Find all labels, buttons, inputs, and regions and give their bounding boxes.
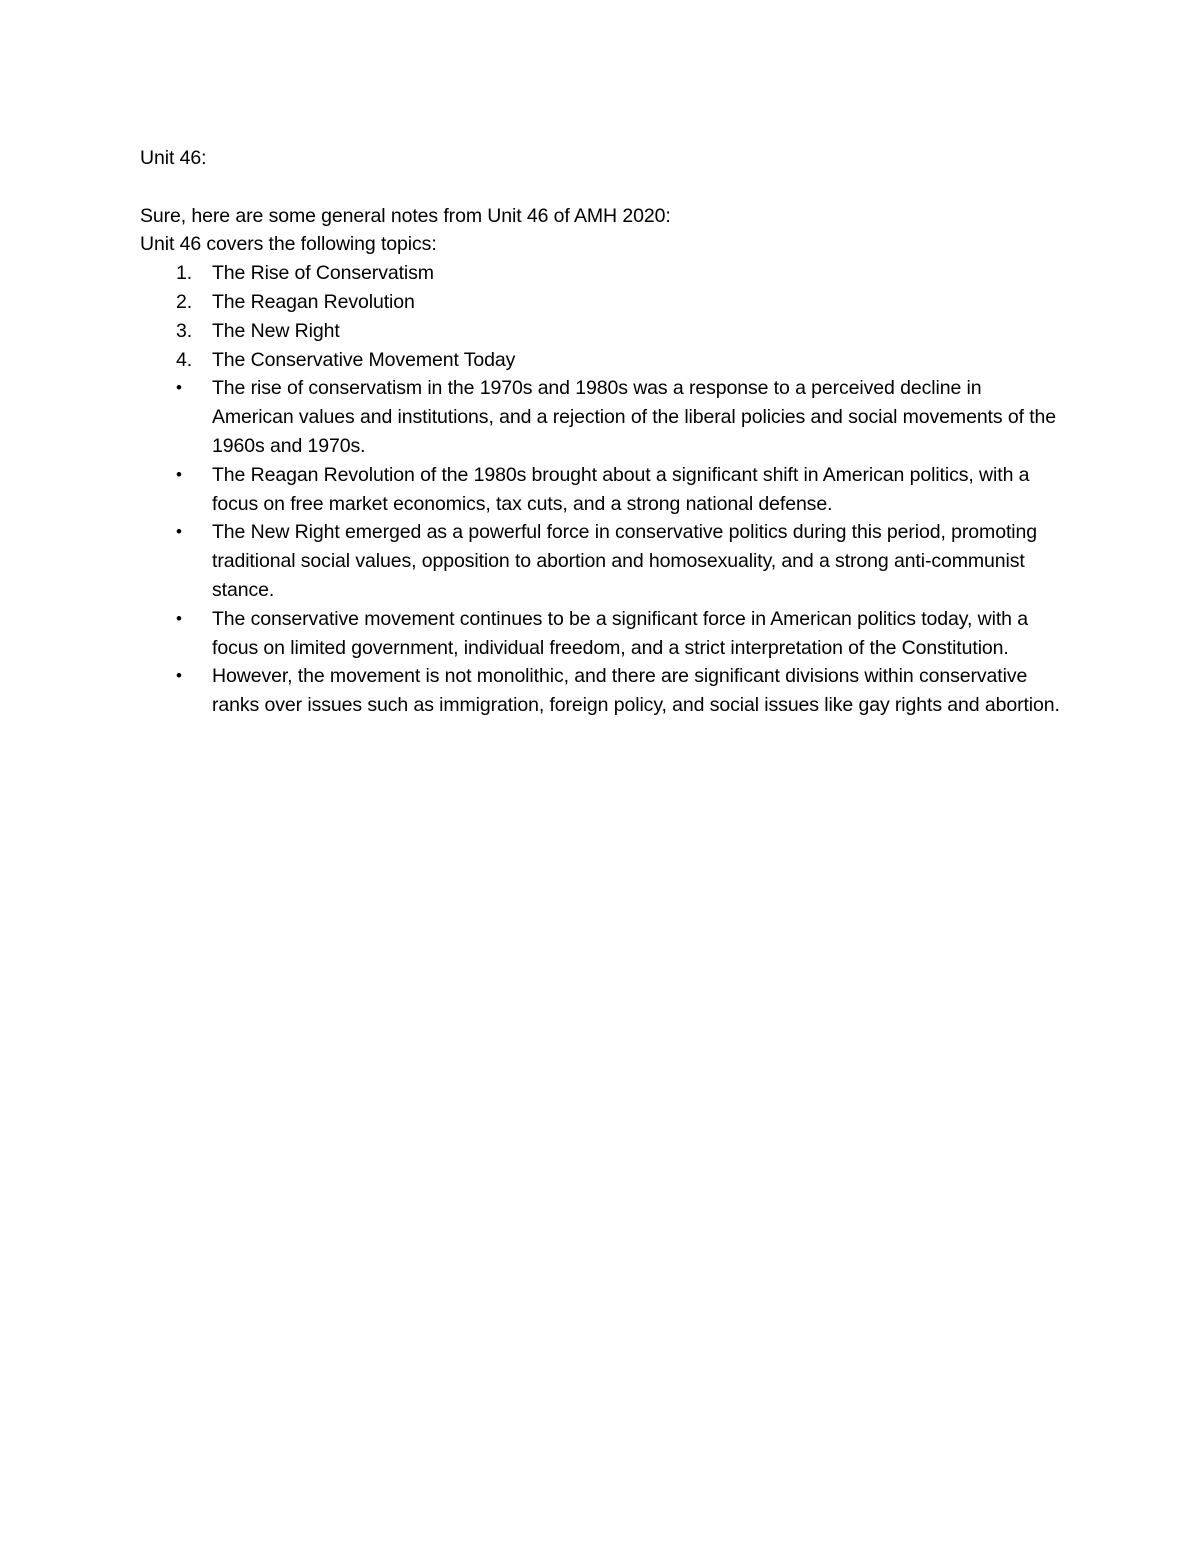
bullet-icon: • — [176, 464, 182, 484]
note-item — [140, 374, 1060, 460]
intro-text: Sure, here are some general notes from Unit 46 of AMH 2020: — [140, 204, 671, 227]
bullet-icon: • — [176, 666, 182, 686]
topic-text: The Conservative Movement Today — [212, 348, 516, 371]
topic-item — [140, 288, 1060, 317]
note-text: The Reagan Revolution of the 1980s brought about a significant shift in American politics, with a focus on free market economics, tax cuts, and a strong national defense. — [212, 463, 1030, 515]
bullet-icon: • — [176, 378, 182, 398]
topic-number: 2. — [176, 290, 193, 313]
note-text: However, the movement is not monolithic, and there are significant divisions within conservative ranks over issues such as immigration, foreign policy, and social issues like gay rights and abortion. — [212, 665, 1060, 717]
topics-list — [140, 259, 1060, 374]
topics-heading: Unit 46 covers the following topics: — [140, 233, 437, 256]
topic-item — [140, 317, 1060, 346]
notes-list — [140, 374, 1060, 720]
topic-number: 1. — [176, 262, 193, 285]
topic-text: The Rise of Conservatism — [212, 262, 434, 285]
note-text: The New Right emerged as a powerful force in conservative politics during this period, promoting traditional social values, opposition to abortion and homosexuality, and a strong anti-communist stance. — [212, 521, 1037, 601]
topic-item — [140, 259, 1060, 288]
topic-text: The New Right — [212, 319, 340, 342]
note-item — [140, 461, 1060, 519]
topic-item — [140, 346, 1060, 375]
bullet-icon: • — [176, 522, 182, 542]
note-item — [140, 518, 1060, 604]
note-item — [140, 662, 1060, 720]
bullet-icon: • — [176, 608, 182, 628]
topic-number: 3. — [176, 319, 193, 342]
topic-text: The Reagan Revolution — [212, 290, 415, 313]
note-text: The conservative movement continues to be a significant force in American politics today, with a focus on limited government, individual freedom, and a strict interpretation of the Constitution. — [212, 607, 1028, 659]
unit-title: Unit 46: — [140, 147, 207, 169]
note-text: The rise of conservatism in the 1970s and 1980s was a response to a perceived decline in American values and institutions, and a rejection of the liberal policies and social movements of the 1960s and 1970s. — [212, 377, 1057, 457]
document-body — [140, 144, 1060, 720]
topic-number: 4. — [176, 348, 193, 371]
note-item — [140, 605, 1060, 663]
